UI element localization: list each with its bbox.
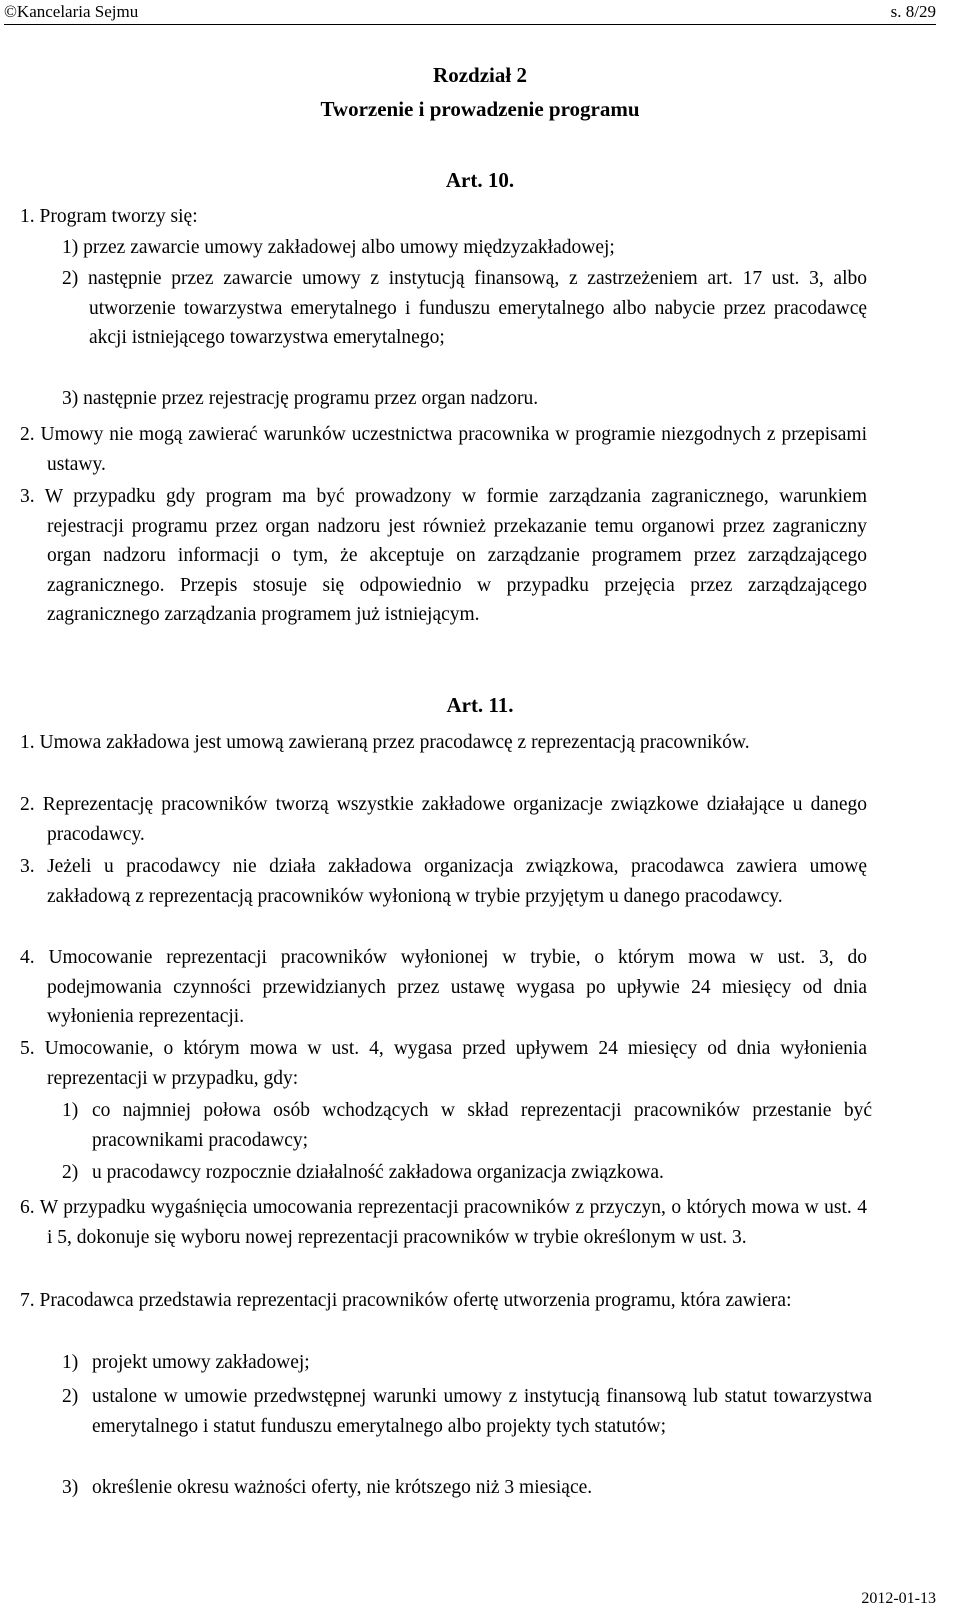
art-11-ust-7-pkt-1: 1) projekt umowy zakładowej;	[62, 1348, 872, 1378]
art-11-ust-7-pkt-3: 3) określenie okresu ważności oferty, nie krótszego niż 3 miesiące.	[62, 1473, 872, 1503]
list-number: 3)	[62, 1477, 79, 1498]
list-number: 1)	[62, 1352, 79, 1373]
page-header	[0, 0, 960, 24]
art-11-heading: Art. 11.	[446, 693, 514, 717]
art-10-ust-2: 2. Umowy nie mogą zawierać warunków uczestnictwa pracownika w programie niezgodnych z przepisami ustawy.	[20, 424, 867, 475]
list-number: 2)	[62, 1162, 79, 1183]
header-copyright: ©Kancelaria Sejmu	[4, 2, 139, 21]
art-10-heading: Art. 10.	[445, 168, 515, 192]
chapter-title: Tworzenie i prowadzenie programu	[320, 97, 640, 121]
art-11-ust-6: 6. W przypadku wygaśnięcia umocowania reprezentacji pracowników z przyczyn, o których mowa w ust. 4 i 5, dokonuje się wyboru nowej reprezentacji pracowników w trybie określonym w ust. 3.	[20, 1197, 867, 1248]
chapter-number: Rozdział 2	[433, 63, 527, 87]
art-10-ust-1-pkt-2: 2) następnie przez zawarcie umowy z instytucją finansową, z zastrzeżeniem art. 17 ust. 3, albo utworzenie towarzystwa emerytalnego i funduszu emerytalnego albo nabycie przez pracodawcę akcji istniejącego towarzystwa emerytalnego;	[62, 268, 867, 348]
art-11-ust-5-pkt-2: 2) u pracodawcy rozpocznie działalność zakładowa organizacja związkowa.	[62, 1158, 872, 1188]
footer-date: 2012-01-13	[861, 1590, 936, 1607]
art-10-ust-1: 1. Program tworzy się:	[20, 206, 198, 227]
art-11-ust-5-pkt-1: 1) co najmniej połowa osób wchodzących w skład reprezentacji pracowników przestanie być pracownikami pracodawcy;	[62, 1096, 872, 1155]
art-11-ust-7-pkt-2: 2) ustalone w umowie przedwstępnej warunki umowy z instytucją finansową lub statut towarzystwa emerytalnego i statut funduszu emerytalnego albo projekty tych statutów;	[62, 1382, 872, 1441]
art-11-ust-2: 2. Reprezentację pracowników tworzą wszystkie zakładowe organizacje związkowe działające u danego pracodawcy.	[20, 794, 867, 845]
art-11-ust-7: 7. Pracodawca przedstawia reprezentacji pracowników ofertę utworzenia programu, która zawiera:	[20, 1290, 792, 1311]
art-11-ust-1: 1. Umowa zakładowa jest umową zawieraną przez pracodawcę z reprezentacją pracowników.	[20, 732, 750, 753]
art-10-ust-1-pkt-3: 3) następnie przez rejestrację programu przez organ nadzoru.	[62, 388, 539, 409]
list-number: 1)	[62, 1100, 79, 1121]
header-divider	[4, 24, 936, 25]
list-number: 2)	[62, 1386, 79, 1407]
art-11-ust-3: 3. Jeżeli u pracodawcy nie działa zakładowa organizacja związkowa, pracodawca zawiera umowę zakładową z reprezentacją pracowników wyłonioną w trybie przyjętym u danego pracodawcy.	[20, 856, 867, 907]
art-10-ust-1-pkt-1: 1) przez zawarcie umowy zakładowej albo umowy międzyzakładowej;	[62, 237, 615, 258]
art-11-ust-5: 5. Umocowanie, o którym mowa w ust. 4, wygasa przed upływem 24 miesięcy od dnia wyłonienia reprezentacji w przypadku, gdy:	[20, 1038, 867, 1089]
art-11-ust-4: 4. Umocowanie reprezentacji pracowników wyłonionej w trybie, o którym mowa w ust. 3, do podejmowania czynności przewidzianych przez ustawę wygasa po upływie 24 miesięcy od dnia wyłonienia reprezentacji.	[20, 947, 867, 1027]
art-10-ust-3: 3. W przypadku gdy program ma być prowadzony w formie zarządzania zagranicznego, warunkiem rejestracji programu przez organ nadzoru jest również przekazanie temu organowi przez zagraniczny organ nadzoru informacji o tym, że akceptuje on zarządzanie programem przez zarządzającego zagranicznego. Przepis stosuje się odpowiednio w przypadku przejęcia przez zarządzającego zagranicznego zarządzania programem już istniejącym.	[20, 486, 867, 625]
header-page-number: s. 8/29	[890, 2, 936, 21]
